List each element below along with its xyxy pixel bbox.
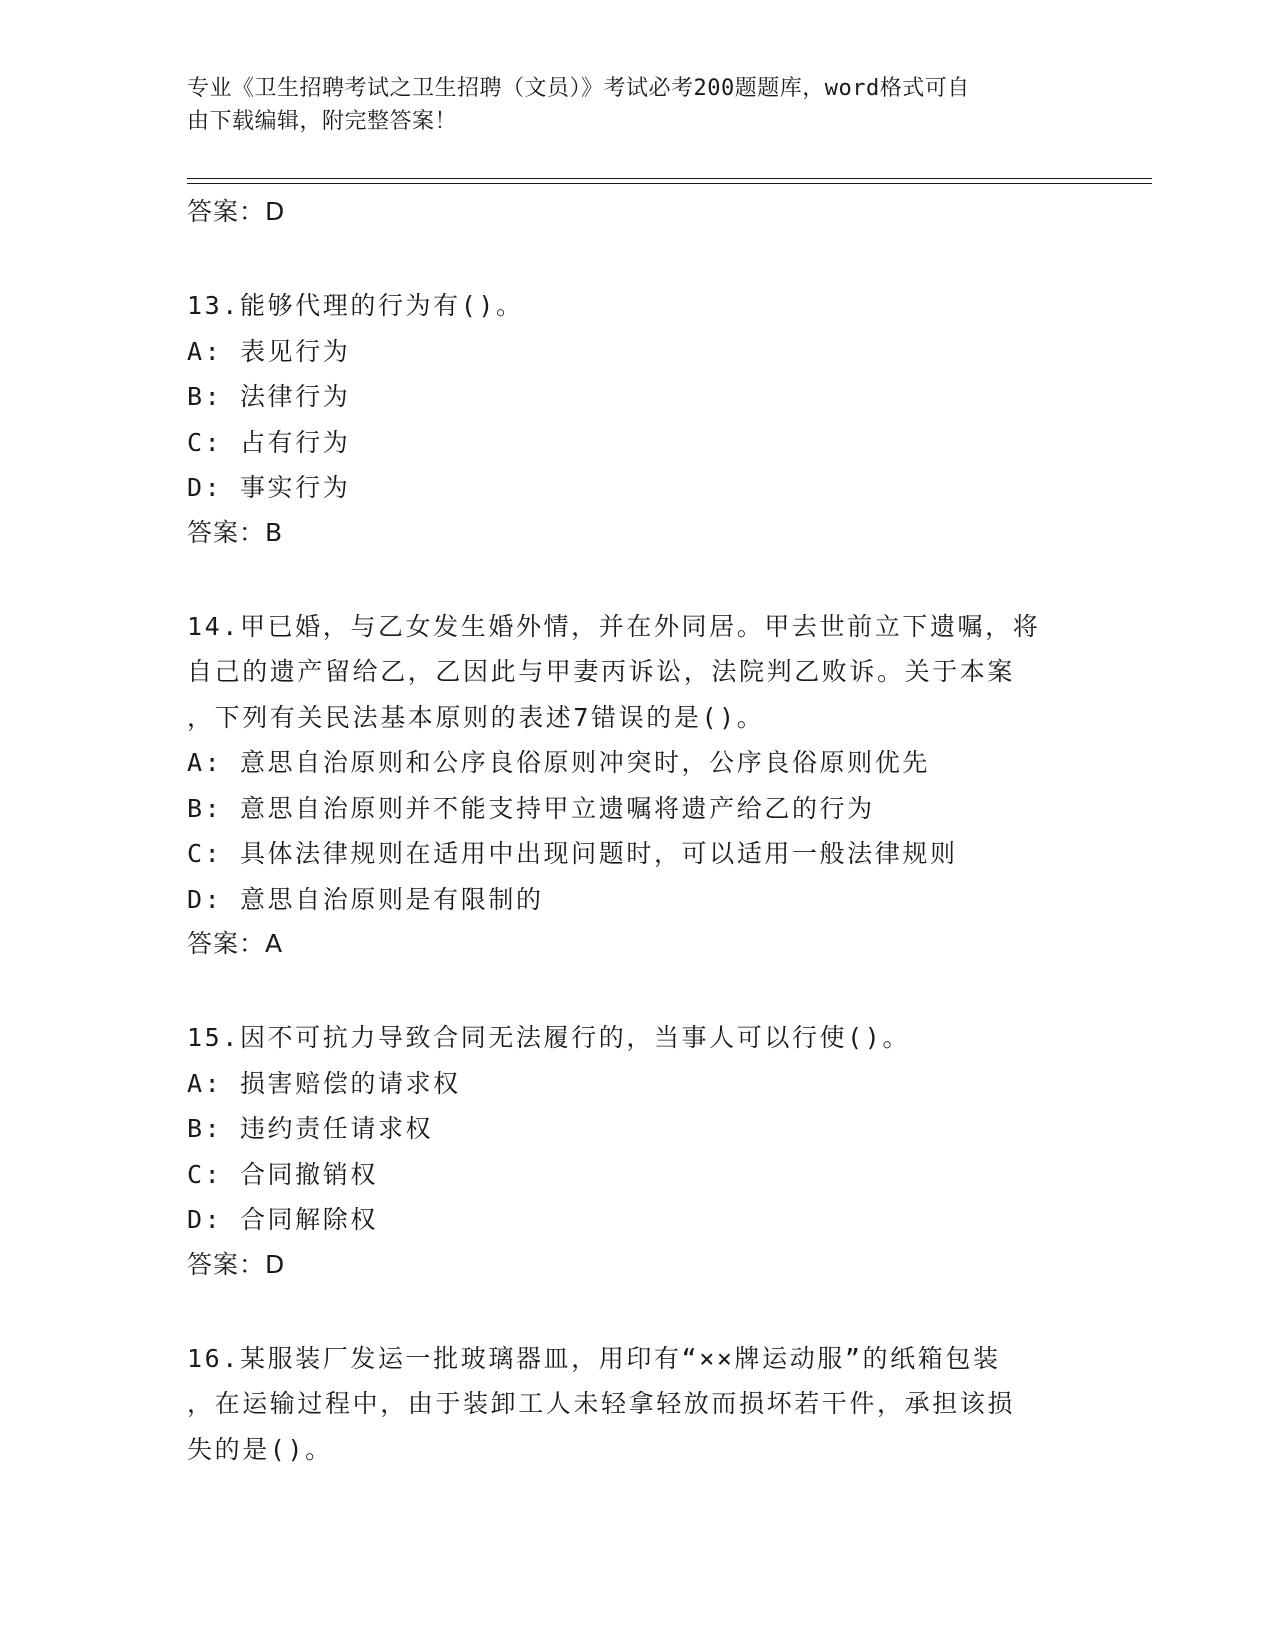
- option-a: A: 意思自治原则和公序良俗原则冲突时，公序良俗原则优先: [187, 748, 930, 777]
- header-rule-bottom: [187, 183, 1152, 184]
- spacer: [187, 555, 1147, 604]
- option-a: A: 表见行为: [187, 336, 351, 366]
- answer: 答案：B: [187, 517, 284, 547]
- header-line-1: 专业《卫生招聘考试之卫生招聘（文员）》考试必考200题题库，word格式可自: [187, 76, 970, 101]
- question-stem-line: 失的是()。: [187, 1434, 333, 1464]
- question-content: [187, 190, 1147, 1472]
- option-b: B: 意思自治原则并不能支持甲立遗嘱将遗产给乙的行为: [187, 793, 875, 823]
- answer: 答案：A: [187, 929, 284, 958]
- option-d: D: 合同解除权: [187, 1205, 378, 1234]
- option-c: C: 具体法律规则在适用中出现问题时，可以适用一般法律规则: [187, 839, 958, 868]
- question-stem-line: ，下列有关民法基本原则的表述7错误的是()。: [187, 702, 765, 732]
- previous-answer: 答案：D: [187, 197, 286, 226]
- option-d: D: 意思自治原则是有限制的: [187, 884, 544, 914]
- question-stem-line: 15.因不可抗力导致合同无法履行的，当事人可以行使()。: [187, 1023, 911, 1052]
- option-c: C: 占有行为: [187, 427, 351, 457]
- question-stem-line: 自己的遗产留给乙，乙因此与甲妻丙诉讼，法院判乙败诉。关于本案: [187, 657, 1016, 686]
- spacer: [187, 966, 1147, 1015]
- option-c: C: 合同撤销权: [187, 1159, 378, 1189]
- spacer: [187, 234, 1147, 283]
- header-rule-top: [187, 178, 1152, 179]
- answer: 答案：D: [187, 1249, 286, 1279]
- question-stem-line: 16.某服装厂发运一批玻璃器皿，用印有“××牌运动服”的纸箱包装: [187, 1343, 1001, 1373]
- question-16: [187, 1336, 1147, 1473]
- question-stem-line: 14.甲已婚，与乙女发生婚外情，并在外同居。甲去世前立下遗嘱，将: [187, 611, 1041, 641]
- document-header: [187, 72, 1087, 138]
- question-14: [187, 604, 1147, 967]
- option-a: A: 损害赔偿的请求权: [187, 1068, 461, 1098]
- option-d: D: 事实行为: [187, 473, 351, 502]
- spacer: [187, 1287, 1147, 1336]
- option-b: B: 违约责任请求权: [187, 1114, 434, 1143]
- question-stem-line: 13.能够代理的行为有()。: [187, 291, 524, 320]
- question-15: [187, 1015, 1147, 1287]
- question-13: [187, 283, 1147, 555]
- option-b: B: 法律行为: [187, 382, 351, 411]
- question-stem-line: ，在运输过程中，由于装卸工人未轻拿轻放而损坏若干件，承担该损: [187, 1389, 1016, 1418]
- header-line-2: 由下载编辑，附完整答案！: [187, 109, 458, 134]
